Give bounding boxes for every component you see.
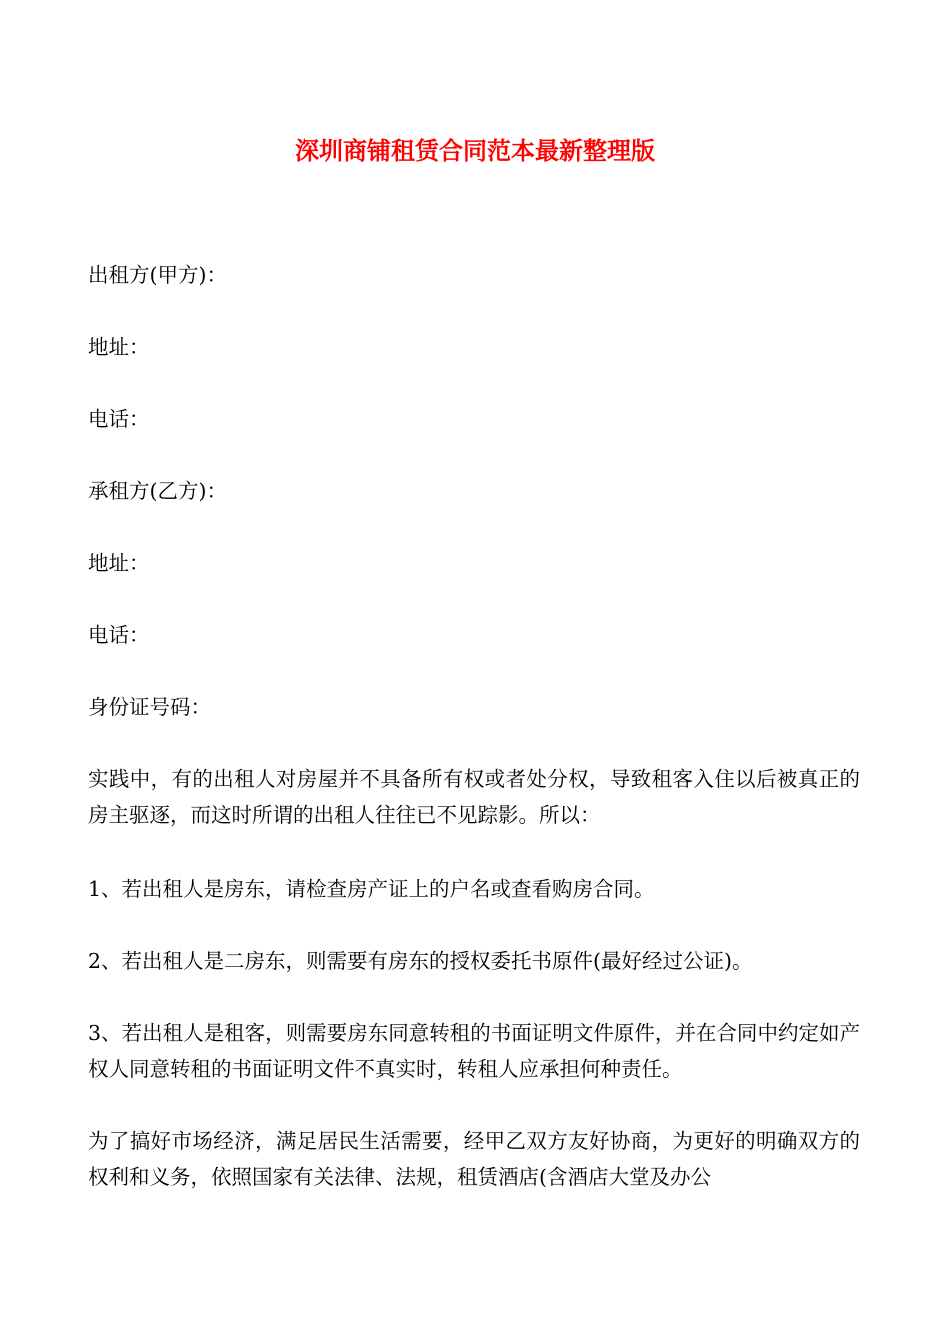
lessor-label: 出租方(甲方)：: [88, 263, 227, 287]
lessee-label: 承租方(乙方)：: [88, 479, 227, 503]
lessor-phone-label: 电话：: [88, 407, 150, 431]
list-item-3: 3、若出租人是租客，则需要房东同意转租的书面证明文件原件，并在合同中约定如产权人同意转租的书面证明文件不真实时，转租人应承担何种责任。: [88, 1021, 860, 1081]
list-item-2: 2、若出租人是二房东，则需要有房东的授权委托书原件(最好经过公证)。: [88, 949, 753, 973]
closing-paragraph: 为了搞好市场经济，满足居民生活需要，经甲乙双方友好协商，为更好的明确双方的权利和义务，依照国家有关法律、法规，租赁酒店(含酒店大堂及办公: [88, 1129, 860, 1189]
id-number-label: 身份证号码：: [88, 695, 211, 719]
intro-paragraph: 实践中，有的出租人对房屋并不具备所有权或者处分权，导致租客入住以后被真正的房主驱逐，而这时所谓的出租人往往已不见踪影。所以：: [88, 767, 860, 827]
document-title: 深圳商铺租赁合同范本最新整理版: [295, 137, 655, 165]
list-item-1: 1、若出租人是房东，请检查房产证上的户名或查看购房合同。: [88, 877, 655, 901]
lessee-address-label: 地址：: [88, 551, 150, 575]
lessee-phone-label: 电话：: [88, 623, 150, 647]
lessor-address-label: 地址：: [88, 335, 150, 359]
